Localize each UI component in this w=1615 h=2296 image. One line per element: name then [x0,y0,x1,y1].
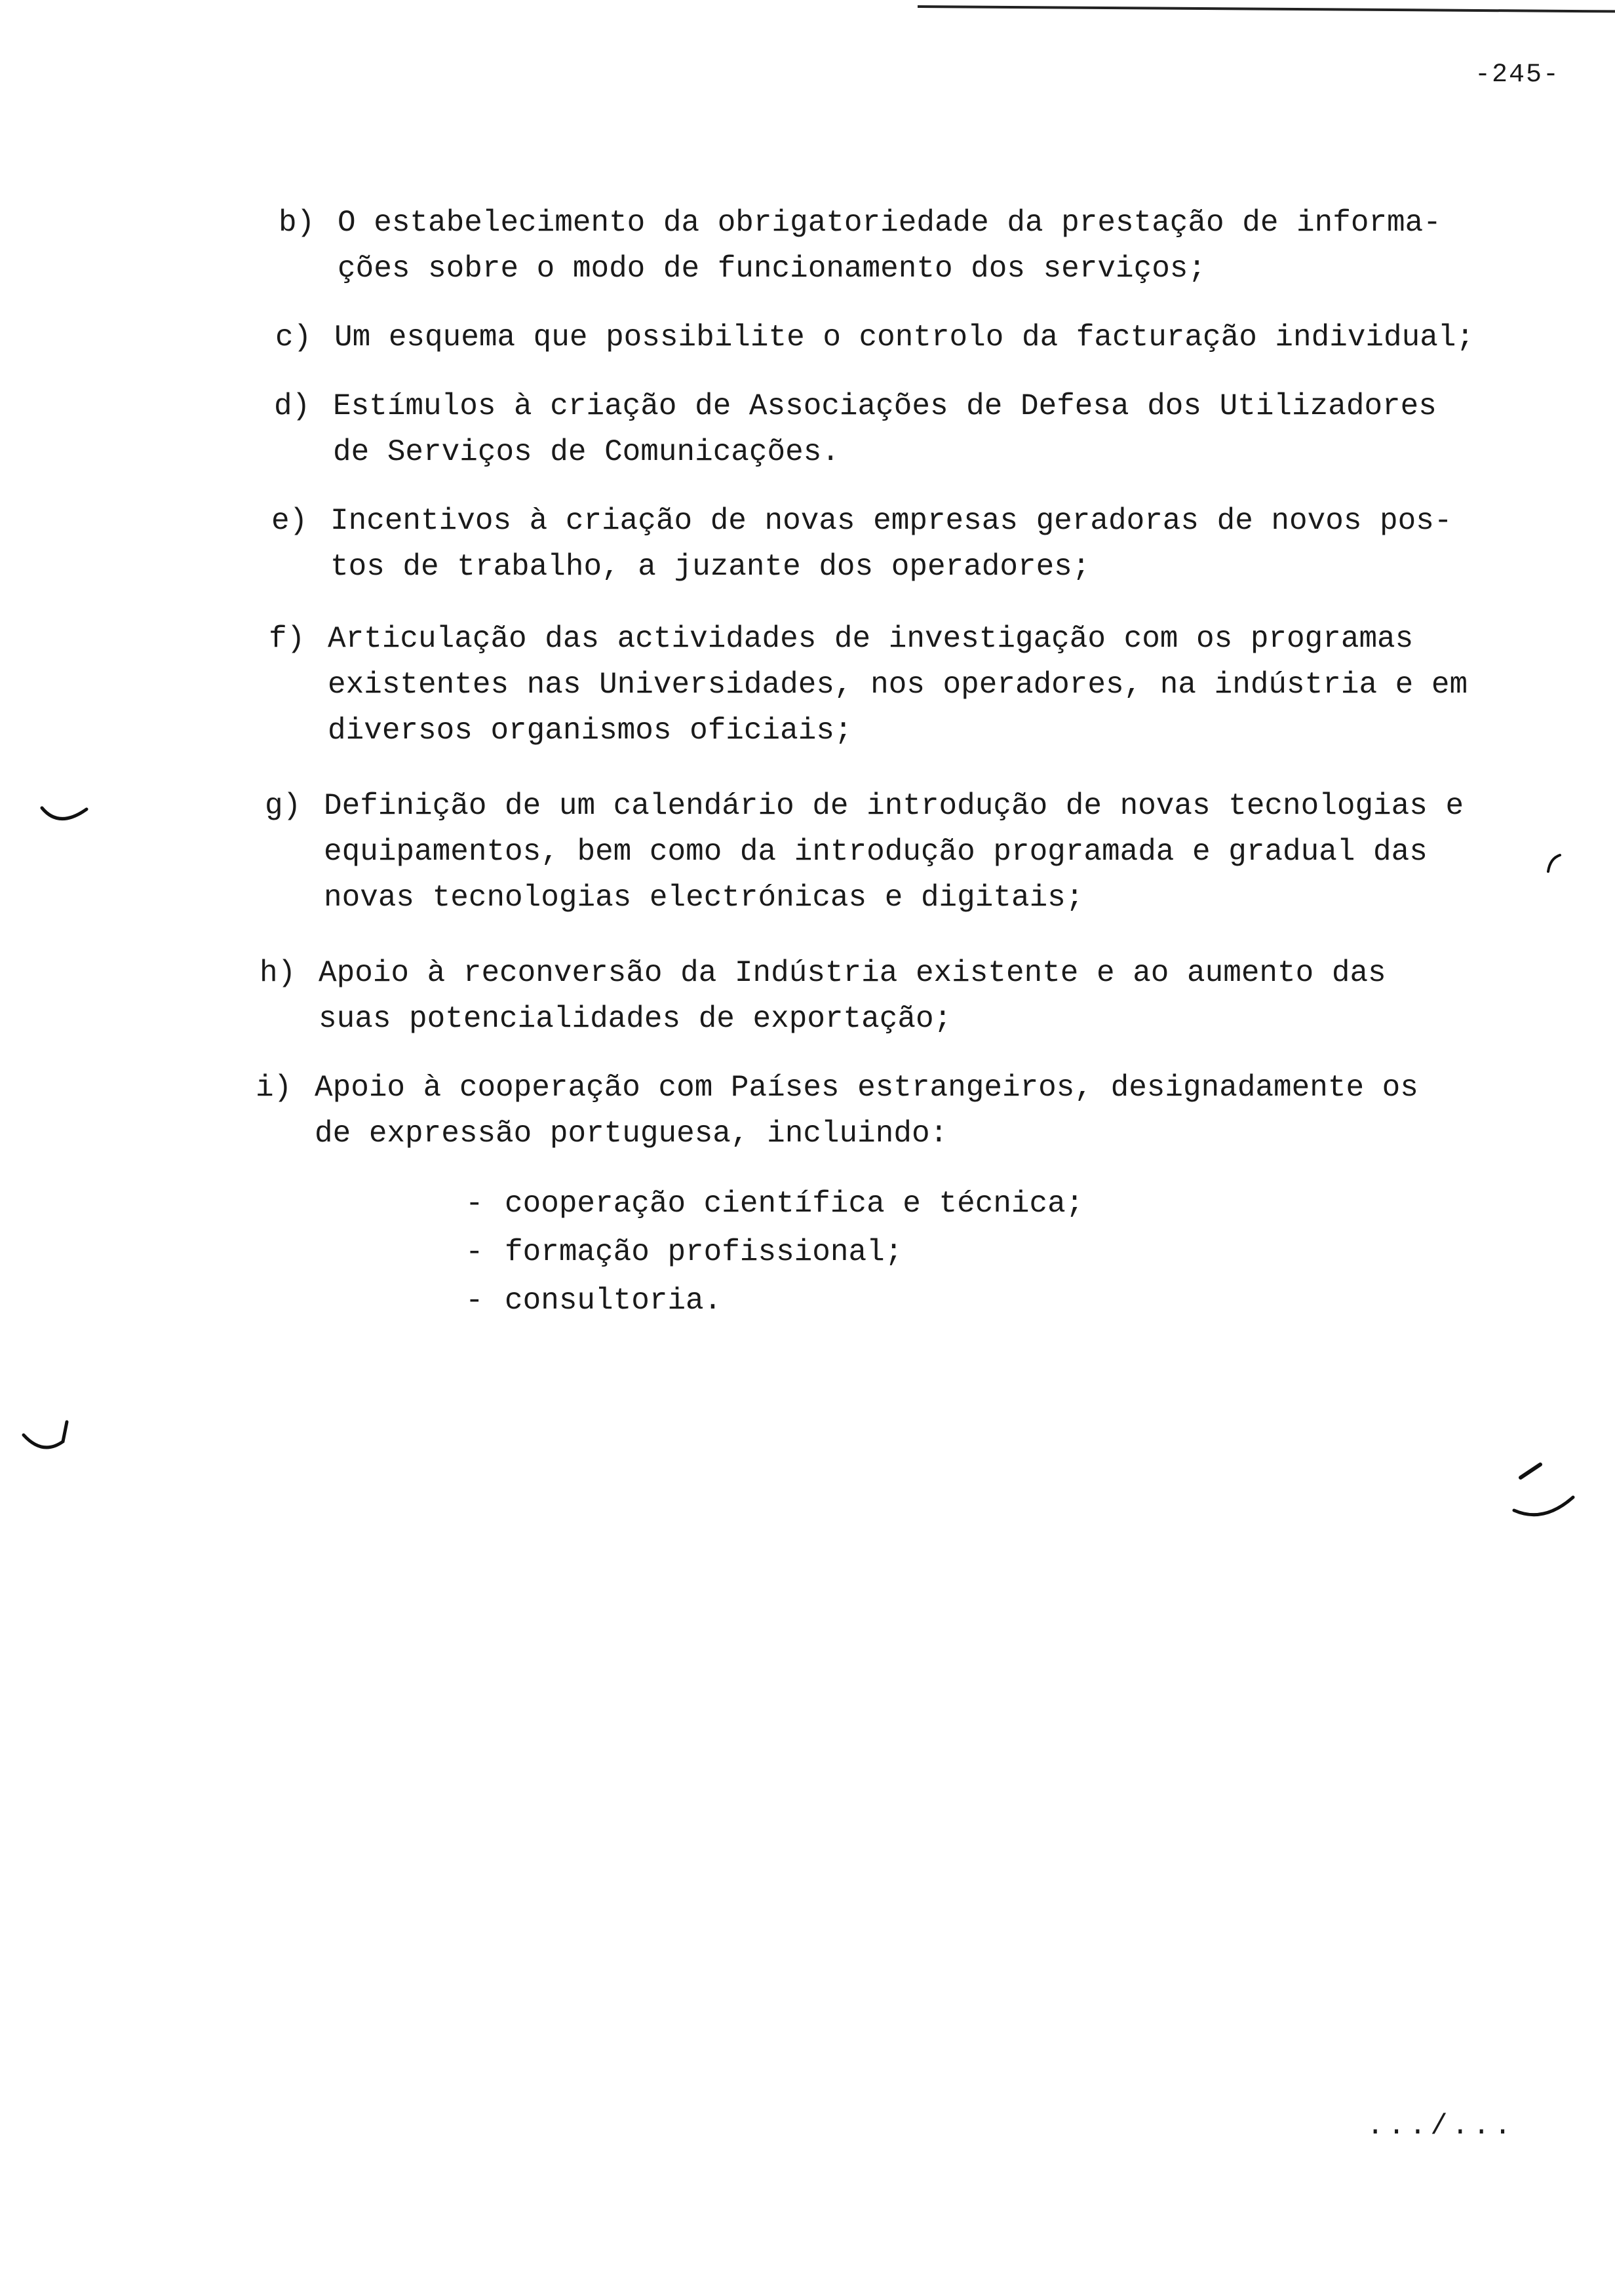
sublist-item [465,1228,1083,1276]
check-mark-icon [1508,1455,1580,1533]
continuation-marker: .../... [1367,2110,1515,2143]
item-text: Um esquema que possibilite o controlo da facturação individual; [334,320,1475,354]
page-number: -245- [1475,60,1561,90]
item-text: Incentivos à criação de novas empresas geradoras de novos pos- [330,504,1452,538]
list-item-g [265,783,1464,921]
item-marker: e) [271,504,308,538]
dash-bullet: - [465,1284,484,1318]
item-marker: d) [274,389,311,423]
item-text: de Serviços de Comunicações. [333,435,840,469]
item-text: suas potencialidades de exportação; [319,1002,952,1036]
list-item-b [279,200,1441,292]
item-text: equipamentos, bem como da introdução programada e gradual das [324,835,1428,869]
dash-bullet: - [465,1235,484,1269]
check-mark-icon [39,803,92,835]
item-marker: g) [265,789,302,823]
sublist-item-text: formação profissional; [505,1235,903,1269]
item-text: Articulação das actividades de investigação com os programas [328,622,1414,656]
list-item-c [275,315,1474,360]
item-marker: h) [260,956,296,990]
sublist-item [465,1276,1083,1325]
item-text: tos de trabalho, a juzante dos operadores; [330,550,1091,584]
sublist-item-text: cooperação científica e técnica; [505,1187,1084,1221]
sublist [465,1179,1083,1325]
item-text: Apoio à cooperação com Países estrangeiros, designadamente os [315,1071,1418,1105]
item-marker: c) [275,320,312,354]
list-item-d [274,383,1437,475]
item-text: novas tecnologias electrónicas e digitais; [324,881,1084,915]
item-text: ções sobre o modo de funcionamento dos serviços; [338,252,1207,286]
item-text: existentes nas Universidades, nos operadores, na indústria e em [328,668,1468,702]
top-rule [918,5,1615,12]
sublist-item [465,1179,1083,1228]
item-text: diversos organismos oficiais; [328,714,853,748]
item-text: de expressão portuguesa, incluindo: [315,1117,948,1151]
item-marker: f) [269,622,305,656]
sublist-item-text: consultoria. [505,1284,722,1318]
item-text: O estabelecimento da obrigatoriedade da prestação de informa- [338,206,1441,240]
list-item-i [256,1065,1418,1157]
dash-bullet: - [465,1187,484,1221]
item-text: Estímulos à criação de Associações de Defesa dos Utilizadores [333,389,1437,423]
list-item-h [260,950,1386,1042]
check-mark-icon [20,1415,72,1461]
item-text: Definição de um calendário de introdução de novas tecnologias e [324,789,1464,823]
check-mark-icon [1534,849,1573,894]
list-item-e [271,498,1452,590]
item-text: Apoio à reconversão da Indústria existente e ao aumento das [319,956,1386,990]
list-item-f [269,616,1468,754]
item-marker: b) [279,206,315,240]
item-marker: i) [256,1071,292,1105]
